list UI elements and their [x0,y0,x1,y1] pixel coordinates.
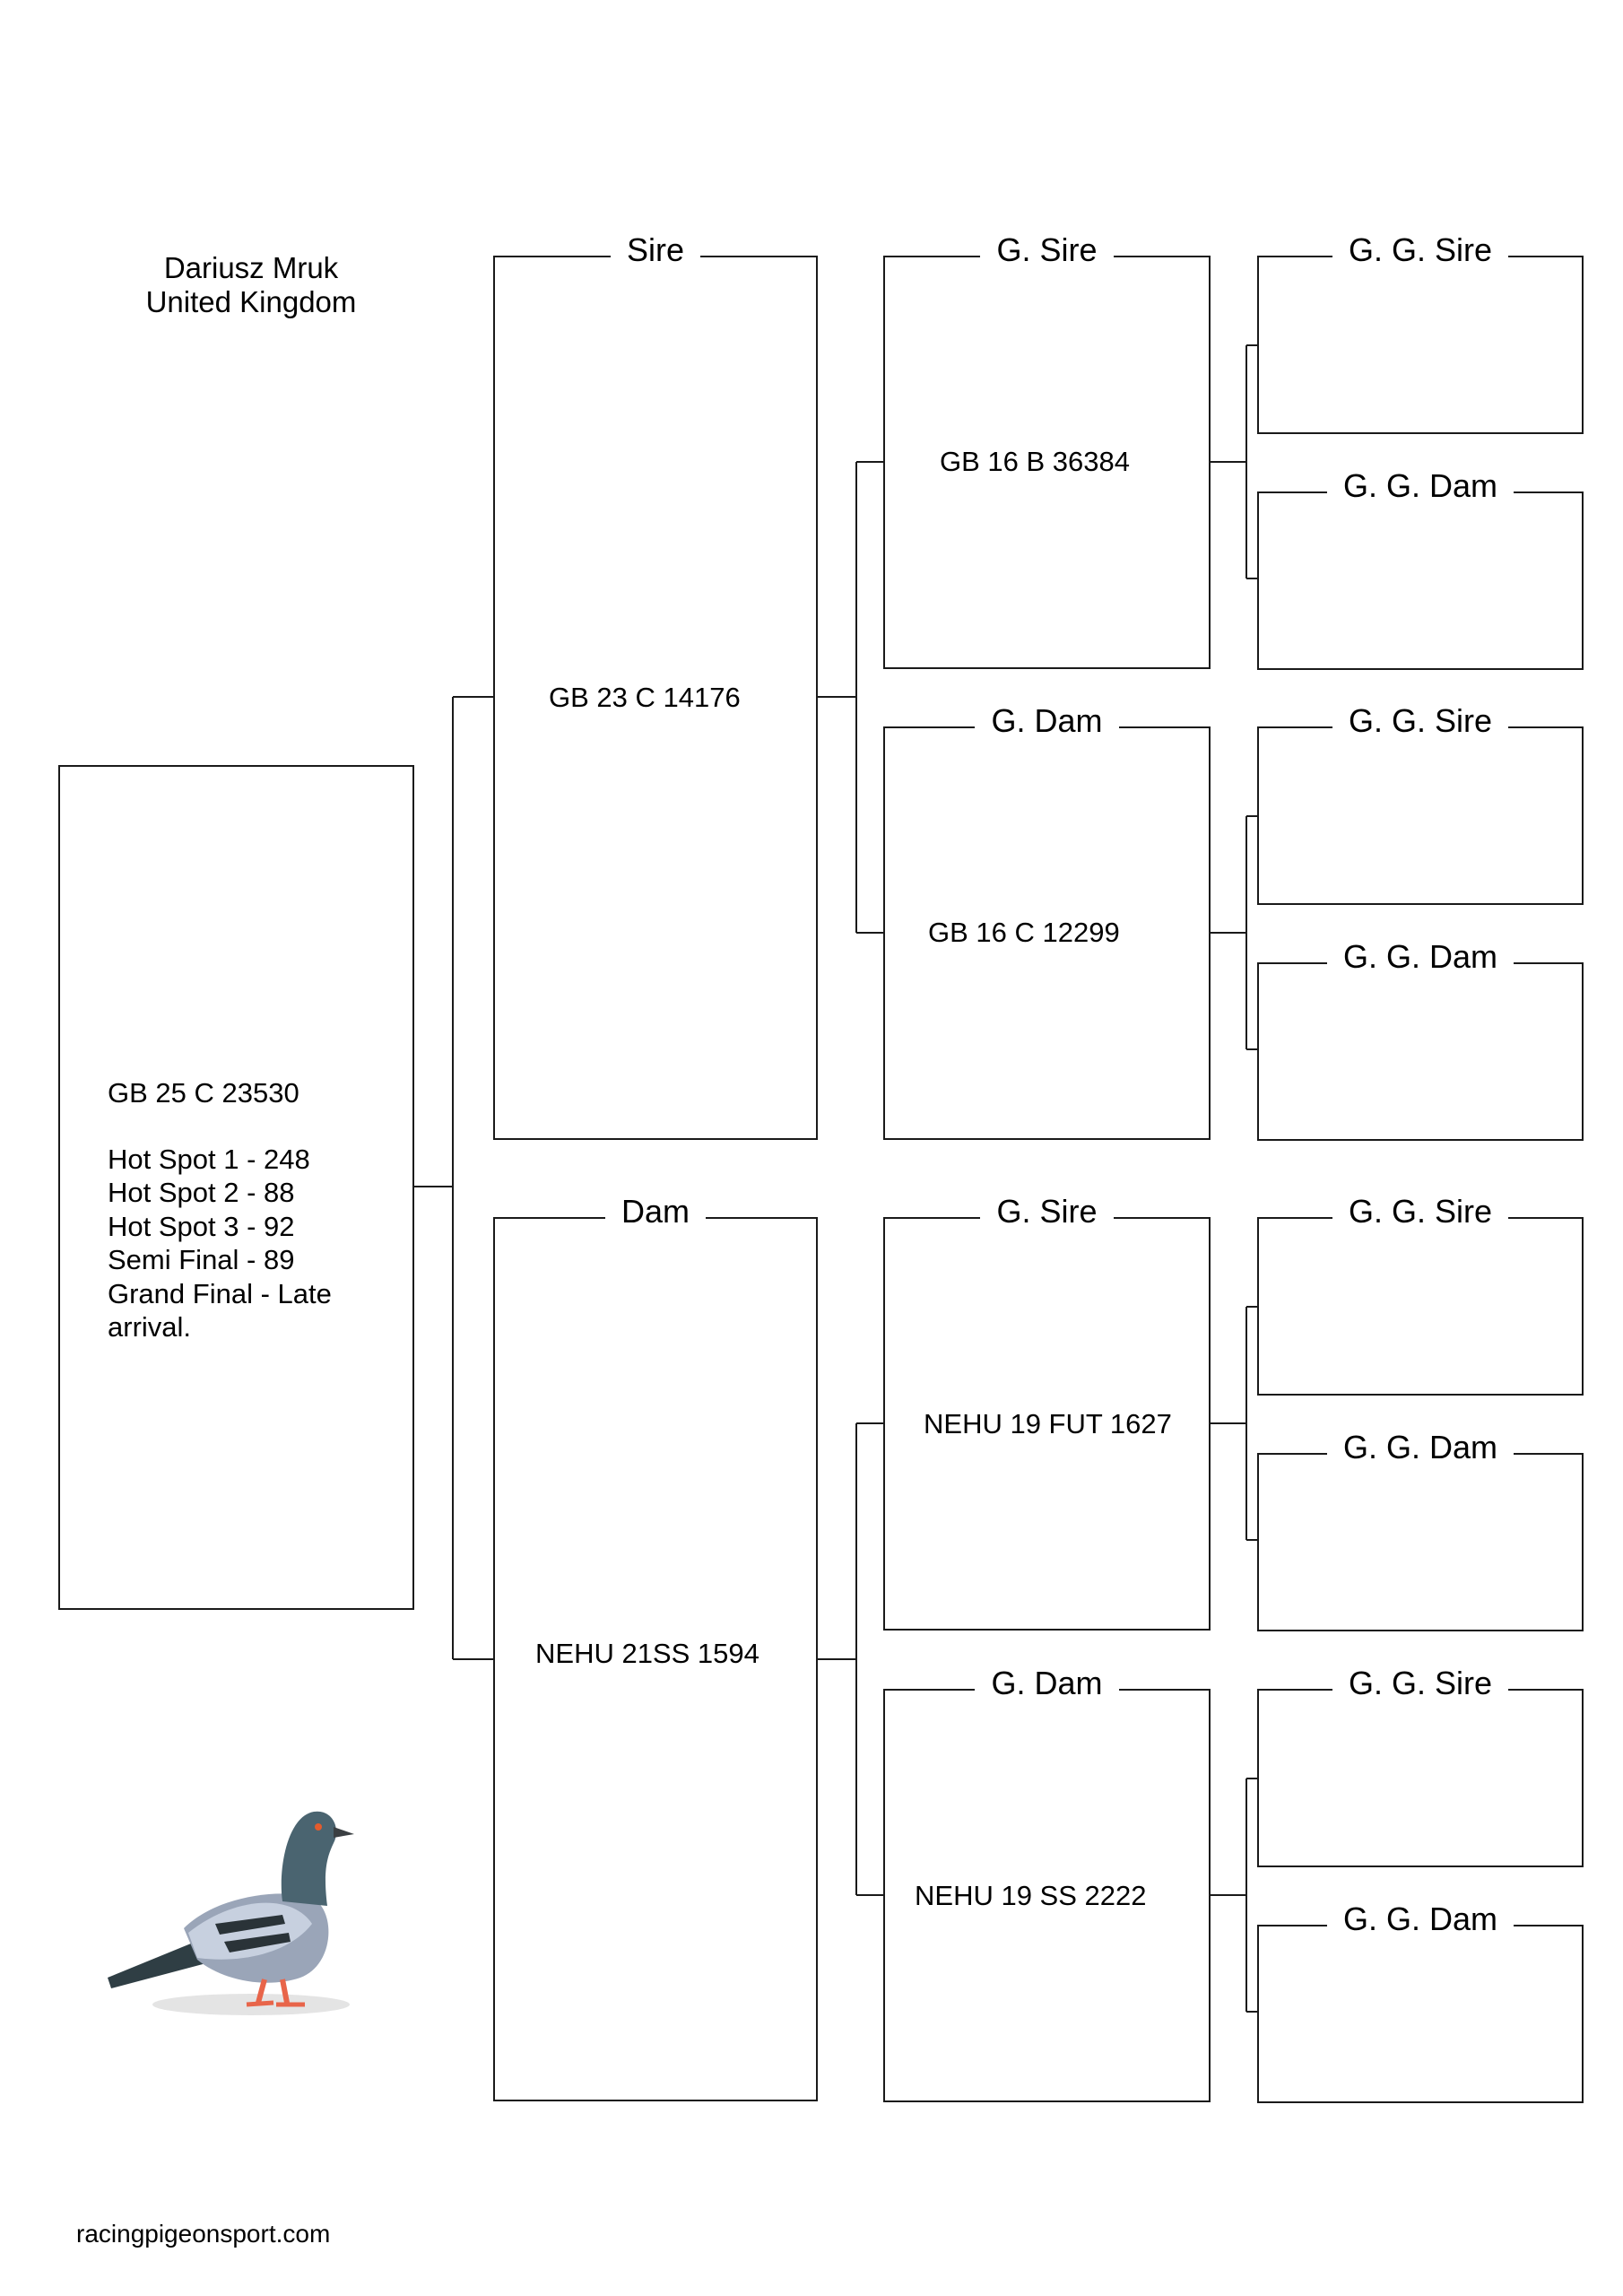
sire-sire-label: G. Sire [980,231,1113,268]
pigeon-illustration [99,1780,368,2022]
dam-ring: NEHU 21SS 1594 [535,1638,759,1669]
dam-dam-ring: NEHU 19 SS 2222 [915,1880,1147,1911]
result-line: Semi Final - 89 [108,1244,295,1275]
gg-box-8 [1257,1900,1584,2103]
gg-box-3 [1257,702,1584,905]
result-line: arrival. [108,1311,192,1343]
dam-sire-ring: NEHU 19 FUT 1627 [924,1408,1172,1439]
gg-box-2 [1257,467,1584,670]
gg-box-4 [1257,938,1584,1141]
gg-label-2: G. G. Dam [1327,467,1514,504]
gg-label-8: G. G. Dam [1327,1900,1514,1937]
result-line: Hot Spot 3 - 92 [108,1210,295,1242]
dam-sire-label: G. Sire [980,1193,1113,1230]
dam-label: Dam [605,1193,706,1230]
dam-dam-label: G. Dam [975,1665,1118,1701]
gg-box-1 [1257,231,1584,434]
gg-box-6 [1257,1429,1584,1631]
result-line: Grand Final - Late [108,1277,332,1309]
result-line: Hot Spot 2 - 88 [108,1177,295,1208]
subject-info [108,1076,332,1344]
gg-label-3: G. G. Sire [1332,702,1508,739]
footer-website: racingpigeonsport.com [76,2220,331,2248]
gg-label-5: G. G. Sire [1332,1193,1508,1230]
gg-box-5 [1257,1193,1584,1396]
sire-ring: GB 23 C 14176 [549,682,741,713]
gg-label-1: G. G. Sire [1332,231,1508,268]
gg-box-7 [1257,1665,1584,1867]
owner-country: United Kingdom [145,285,357,318]
gg-label-6: G. G. Dam [1327,1429,1514,1465]
subject-ring: GB 25 C 23530 [108,1077,299,1109]
subject-results [108,1143,332,1344]
sire-sire-ring: GB 16 B 36384 [940,446,1130,477]
result-line: Hot Spot 1 - 248 [108,1143,310,1175]
sire-dam-ring: GB 16 C 12299 [928,917,1120,948]
gg-label-7: G. G. Sire [1332,1665,1508,1701]
gg-label-4: G. G. Dam [1327,938,1514,975]
owner-name: Dariusz Mruk [163,251,339,284]
sire-label: Sire [611,231,700,268]
sire-dam-label: G. Dam [975,702,1118,739]
